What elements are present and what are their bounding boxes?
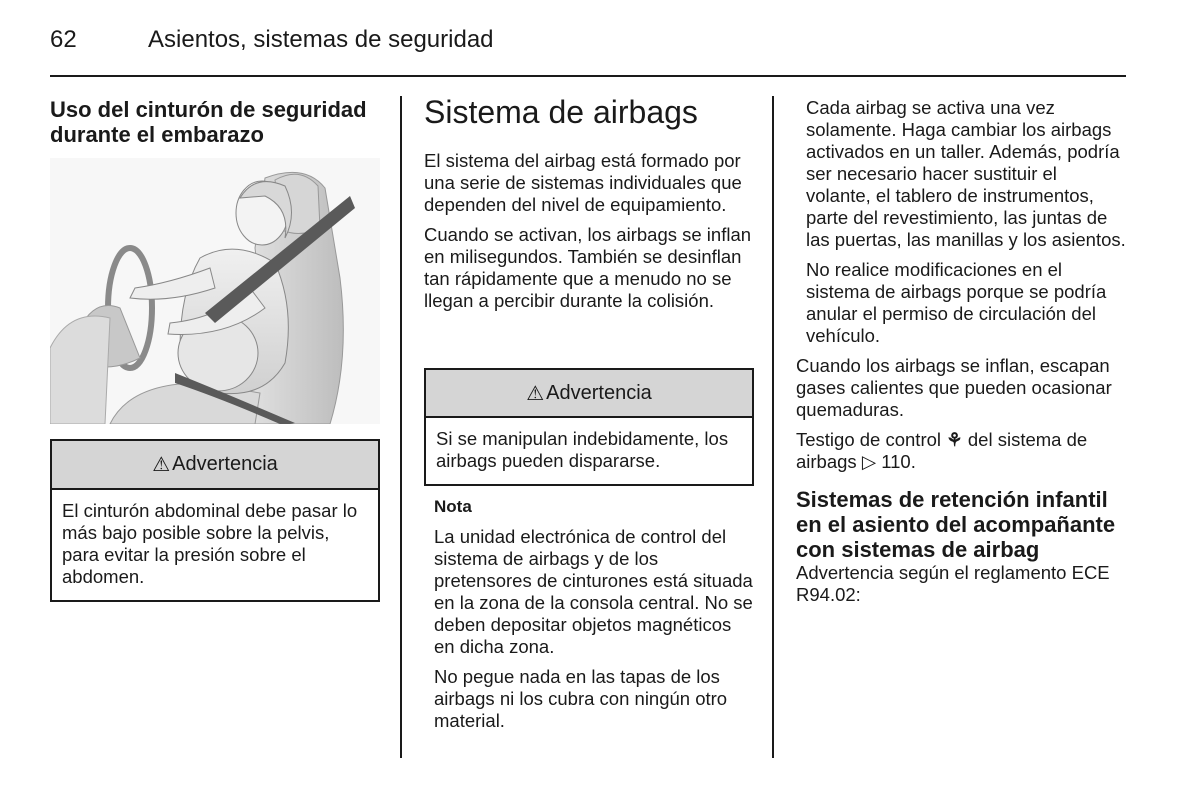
column-divider-2 [772, 96, 774, 758]
column-3 [796, 97, 1126, 614]
control-text-a: Testigo de control [796, 429, 942, 450]
control-text-b: del sistema de airbags [796, 429, 1088, 472]
page-title: Asientos, sistemas de seguridad [148, 26, 494, 53]
modification-paragraph: No realice modificaciones en el sistema de airbags porque se podría anular el permiso de circulación del vehículo. [806, 259, 1107, 346]
activation-paragraph: Cada airbag se activa una vez solamente. Haga cambiar los airbags activados en un taller. Además, podría ser necesario hacer sustituir el volante, el tablero de instrumentos, parte del revestimiento, las juntas de las puertas, las manillas y los asientos. [806, 97, 1126, 250]
warning-triangle-icon: ⚠ [152, 454, 171, 476]
warning-text: Si se manipulan indebidamente, los airbags pueden dispararse. [436, 428, 729, 471]
child-restraint-text: Advertencia según el reglamento ECE R94.02: [796, 562, 1110, 605]
column-divider-1 [400, 96, 402, 758]
airbag-note [434, 496, 754, 740]
warning-triangle-icon: ⚠ [526, 382, 545, 405]
warning-header [426, 370, 752, 418]
note-paragraph-1: La unidad electrónica de control del sistema de airbags y de los pretensores de cinturones está situada en la zona de la consola central. No se deben depositar objetos magnéticos en dicha zona. [434, 526, 753, 657]
column-1 [50, 97, 380, 147]
page-reference-arrow-icon: ▷ [861, 451, 877, 472]
warning-label: Advertencia [172, 453, 278, 475]
pregnancy-warning-box [50, 439, 380, 602]
airbag-paragraph-1: El sistema del airbag está formado por una serie de sistemas individuales que dependen del nivel de equipamiento. [424, 150, 742, 215]
airbag-warning-box [424, 368, 754, 486]
warning-text: El cinturón abdominal debe pasar lo más bajo posible sobre la pelvis, para evitar la presión sobre el abdomen. [62, 500, 358, 587]
page-reference[interactable]: 110. [881, 451, 916, 472]
pregnancy-heading: Uso del cinturón de seguridad durante el embarazo [50, 97, 367, 147]
note-title: Nota [434, 497, 472, 516]
warning-label: Advertencia [546, 381, 652, 404]
pregnancy-seatbelt-illustration [50, 158, 380, 424]
column-2 [424, 94, 754, 320]
airbag-paragraph-2: Cuando se activan, los airbags se inflan en milisegundos. También se desinflan tan rápidamente que a menudo no se llegan a percibir durante la colisión. [424, 224, 752, 311]
page-number: 62 [50, 26, 77, 53]
airbag-heading: Sistema de airbags [424, 94, 698, 130]
child-restraint-heading: Sistemas de retención infantil en el asiento del acompañante con sistemas de airbag [796, 487, 1116, 562]
note-paragraph-2: No pegue nada en las tapas de los airbags ni los cubra con ningún otro material. [434, 666, 728, 731]
header-divider [50, 75, 1126, 77]
control-light-paragraph [796, 429, 1126, 473]
warning-header [52, 441, 378, 490]
airbag-warning-light-icon: ⚘ [946, 429, 963, 450]
hot-gases-paragraph: Cuando los airbags se inflan, escapan gases calientes que pueden ocasionar quemaduras. [796, 355, 1112, 420]
